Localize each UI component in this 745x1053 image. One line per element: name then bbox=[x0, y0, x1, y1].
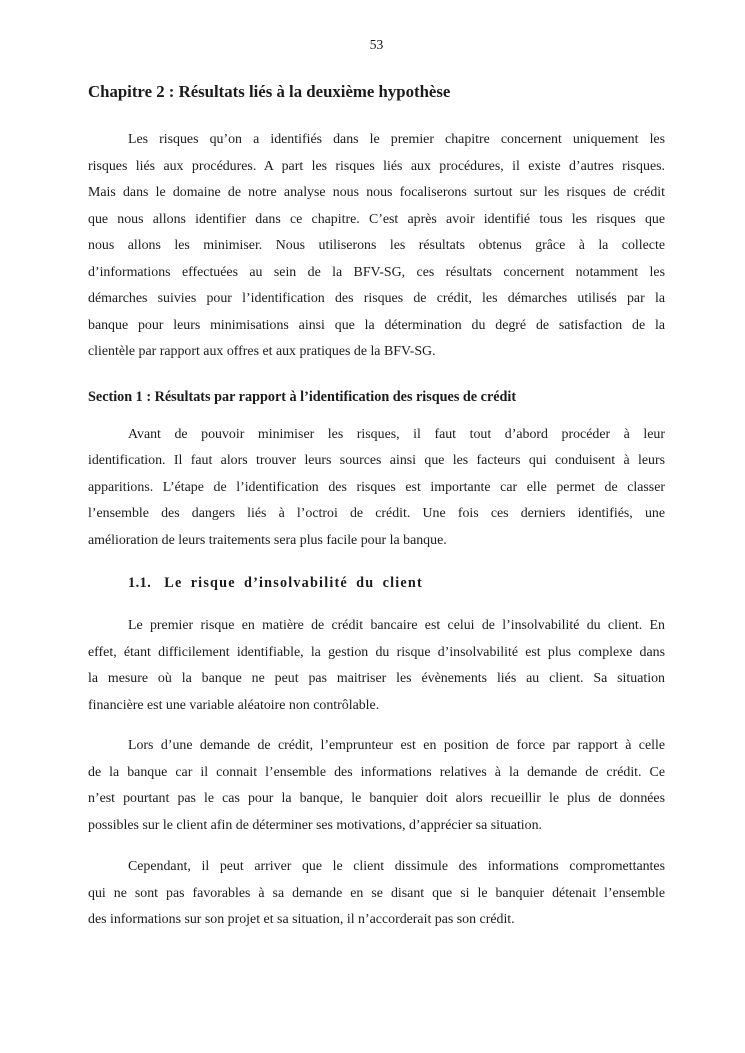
text-line: clientèle par rapport aux offres et aux pratiques de la BFV-SG. bbox=[88, 344, 436, 359]
text-line: n’est pourtant pas le cas pour la banque, le banquier doit alors recueillir le plus de données bbox=[88, 791, 665, 806]
text-line: identification. Il faut alors trouver leurs sources ainsi que les facteurs qui conduisent à leurs bbox=[88, 453, 665, 468]
text-line: qui ne sont pas favorables à sa demande en se disant que si le banquier détenait l’ensemble bbox=[88, 885, 665, 901]
text-line: Le premier risque en matière de crédit bancaire est celui de l’insolvabilité du client. En bbox=[128, 618, 665, 633]
paragraph-insolvency-2 bbox=[88, 733, 665, 839]
text-line: apparitions. L’étape de l’identification des risques est importante car elle permet de classer bbox=[88, 479, 665, 495]
text-line: nous allons les minimiser. Nous utiliserons les résultats obtenus grâce à la collecte bbox=[88, 238, 665, 253]
paragraph-insolvency-1 bbox=[88, 613, 665, 719]
section-1-heading: Section 1 : Résultats par rapport à l’identification des risques de crédit bbox=[88, 388, 517, 405]
text-line: que nous allons identifier dans ce chapitre. C’est après avoir identifié tous les risques que bbox=[88, 211, 665, 227]
text-line: l’ensemble des dangers liés à l’octroi de crédit. Une fois ces derniers identifiés, une bbox=[88, 506, 665, 521]
paragraph-section-1 bbox=[88, 422, 665, 555]
text-line: Avant de pouvoir minimiser les risques, il faut tout d’abord procéder à leur bbox=[128, 426, 665, 442]
text-line: démarches suivies pour l’identification des risques de crédit, les démarches utilisés par la bbox=[88, 291, 665, 306]
text-line: la mesure où la banque ne peut pas maitriser les évènements liés au client. Sa situation bbox=[88, 671, 665, 686]
text-line: Mais dans le domaine de notre analyse nous nous focaliserons surtout sur les risques de crédit bbox=[88, 185, 665, 200]
text-line: Les risques qu’on a identifiés dans le premier chapitre concernent uniquement les bbox=[128, 132, 665, 147]
chapter-heading: Chapitre 2 : Résultats liés à la deuxième hypothèse bbox=[88, 82, 451, 101]
text-line: banque pour leurs minimisations ainsi que la détermination du degré de satisfaction de la bbox=[88, 317, 665, 333]
page-number: 53 bbox=[369, 37, 384, 52]
subsection-1-1-title: Le risque d’insolvabilité du client bbox=[164, 575, 423, 591]
subsection-1-1-heading bbox=[88, 572, 665, 594]
subsection-1-1-number: 1.1. bbox=[128, 575, 152, 591]
text-line: des informations sur son projet et sa situation, il n’accorderait pas son crédit. bbox=[88, 912, 515, 927]
text-line: Lors d’une demande de crédit, l’emprunteur est en position de force par rapport à celle bbox=[128, 738, 665, 753]
text-line: amélioration de leurs traitements sera plus facile pour la banque. bbox=[88, 532, 447, 548]
text-line: d’informations effectuées au sein de la BFV-SG, ces résultats concernent notamment les bbox=[88, 264, 665, 280]
text-line: de la banque car il connait l’ensemble des informations relatives à la demande de crédit. Ce bbox=[88, 764, 665, 780]
text-line: effet, étant difficilement identifiable, la gestion du risque d’insolvabilité est plus complexe dans bbox=[88, 644, 665, 660]
text-line: possibles sur le client afin de déterminer ses motivations, d’apprécier sa situation. bbox=[88, 817, 543, 833]
text-line: Cependant, il peut arriver que le client dissimule des informations compromettantes bbox=[128, 859, 665, 874]
text-line: financière est une variable aléatoire non contrôlable. bbox=[88, 697, 380, 713]
text-line: risques liés aux procédures. A part les risques liés aux procédures, il existe d’autres risques. bbox=[88, 158, 665, 174]
paragraph-insolvency-3 bbox=[88, 854, 665, 934]
paragraph-intro bbox=[88, 127, 665, 366]
